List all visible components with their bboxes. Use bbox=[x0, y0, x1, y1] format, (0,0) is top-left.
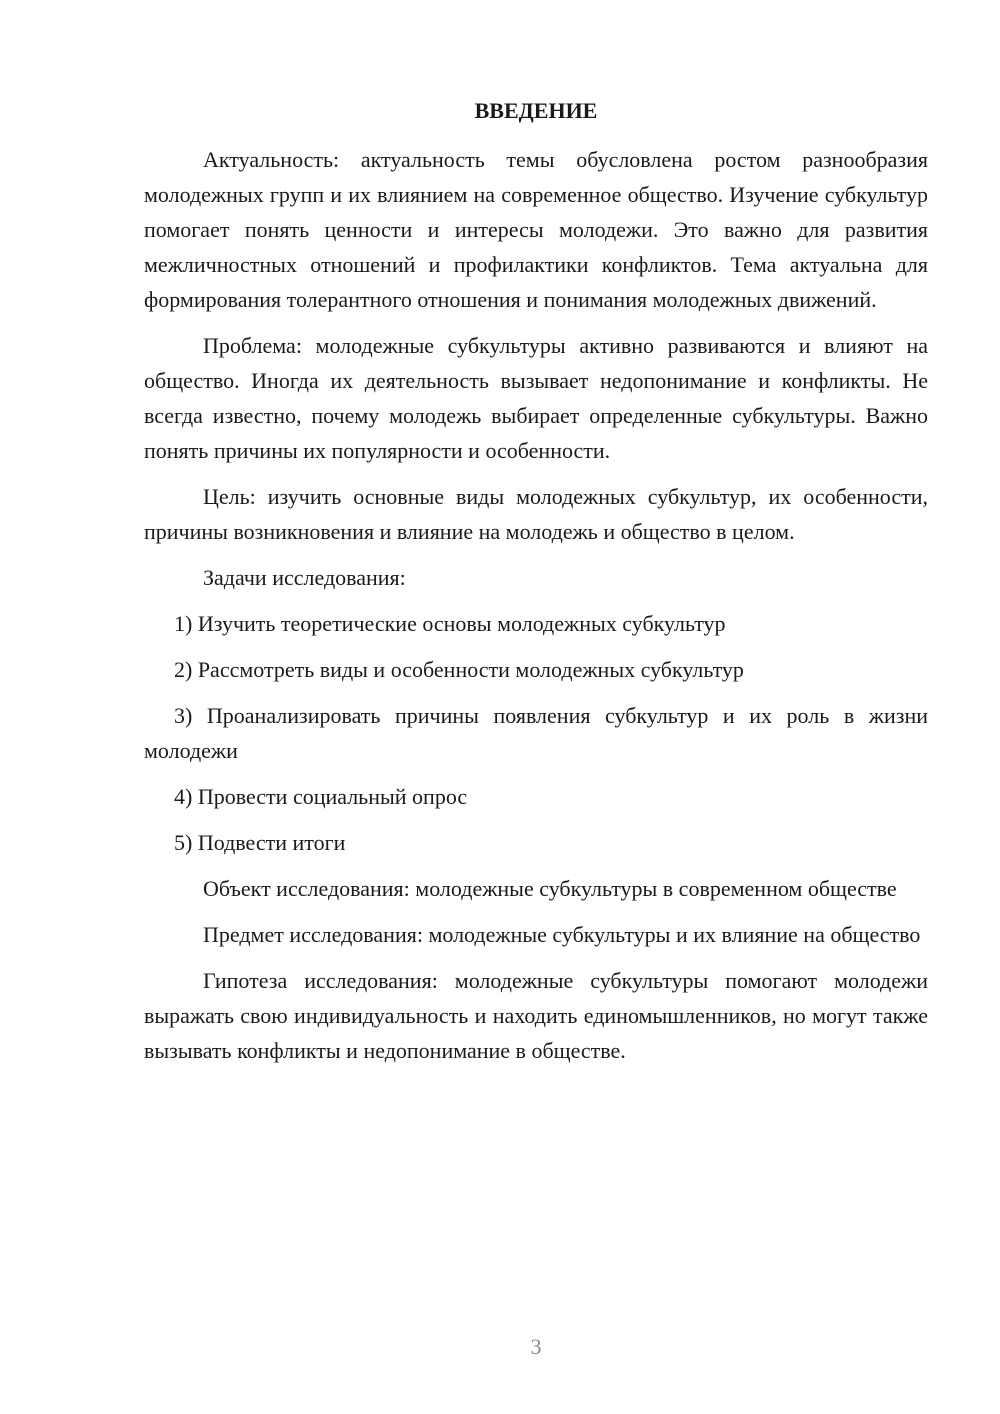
subject-paragraph: Предмет исследования: молодежные субкультуры и их влияние на общество bbox=[203, 922, 921, 947]
object-paragraph: Объект исследования: молодежные субкультуры в современном обществе bbox=[203, 876, 897, 901]
page-title: ВВЕДЕНИЕ bbox=[474, 98, 598, 123]
page-number: 3 bbox=[530, 1334, 542, 1359]
task-item-2: 2) Рассмотреть виды и особенности молодежных субкультур bbox=[174, 657, 744, 682]
hypothesis-paragraph: Гипотеза исследования: молодежные субкультуры помогают молодежи выражать свою индивидуальность и находить единомышленников, но могут также вызывать конфликты и недопонимание в обществе. bbox=[144, 968, 928, 1063]
task-item-5: 5) Подвести итоги bbox=[174, 830, 346, 855]
task-item-4: 4) Провести социальный опрос bbox=[174, 784, 468, 809]
tasks-heading: Задачи исследования: bbox=[203, 565, 406, 590]
document-page bbox=[144, 94, 928, 1079]
goal-paragraph: Цель: изучить основные виды молодежных субкультур, их особенности, причины возникновения и влияние на молодежь и общество в целом. bbox=[144, 484, 928, 544]
task-item-3: 3) Проанализировать причины появления субкультур и их роль в жизни молодежи bbox=[144, 703, 928, 763]
problem-paragraph: Проблема: молодежные субкультуры активно развиваются и влияют на общество. Иногда их деятельность вызывает недопонимание и конфликты. Не всегда известно, почему молодежь выбирает определенные субкультуры. Важно понять причины их популярности и особенности. bbox=[144, 333, 928, 463]
task-item-1: 1) Изучить теоретические основы молодежных субкультур bbox=[174, 611, 726, 636]
relevance-paragraph: Актуальность: актуальность темы обусловлена ростом разнообразия молодежных групп и их влиянием на современное общество. Изучение субкультур помогает понять ценности и интересы молодежи. Это важно для развития межличностных отношений и профилактики конфликтов. Тема актуальна для формирования толерантного отношения и понимания молодежных движений. bbox=[144, 147, 928, 312]
